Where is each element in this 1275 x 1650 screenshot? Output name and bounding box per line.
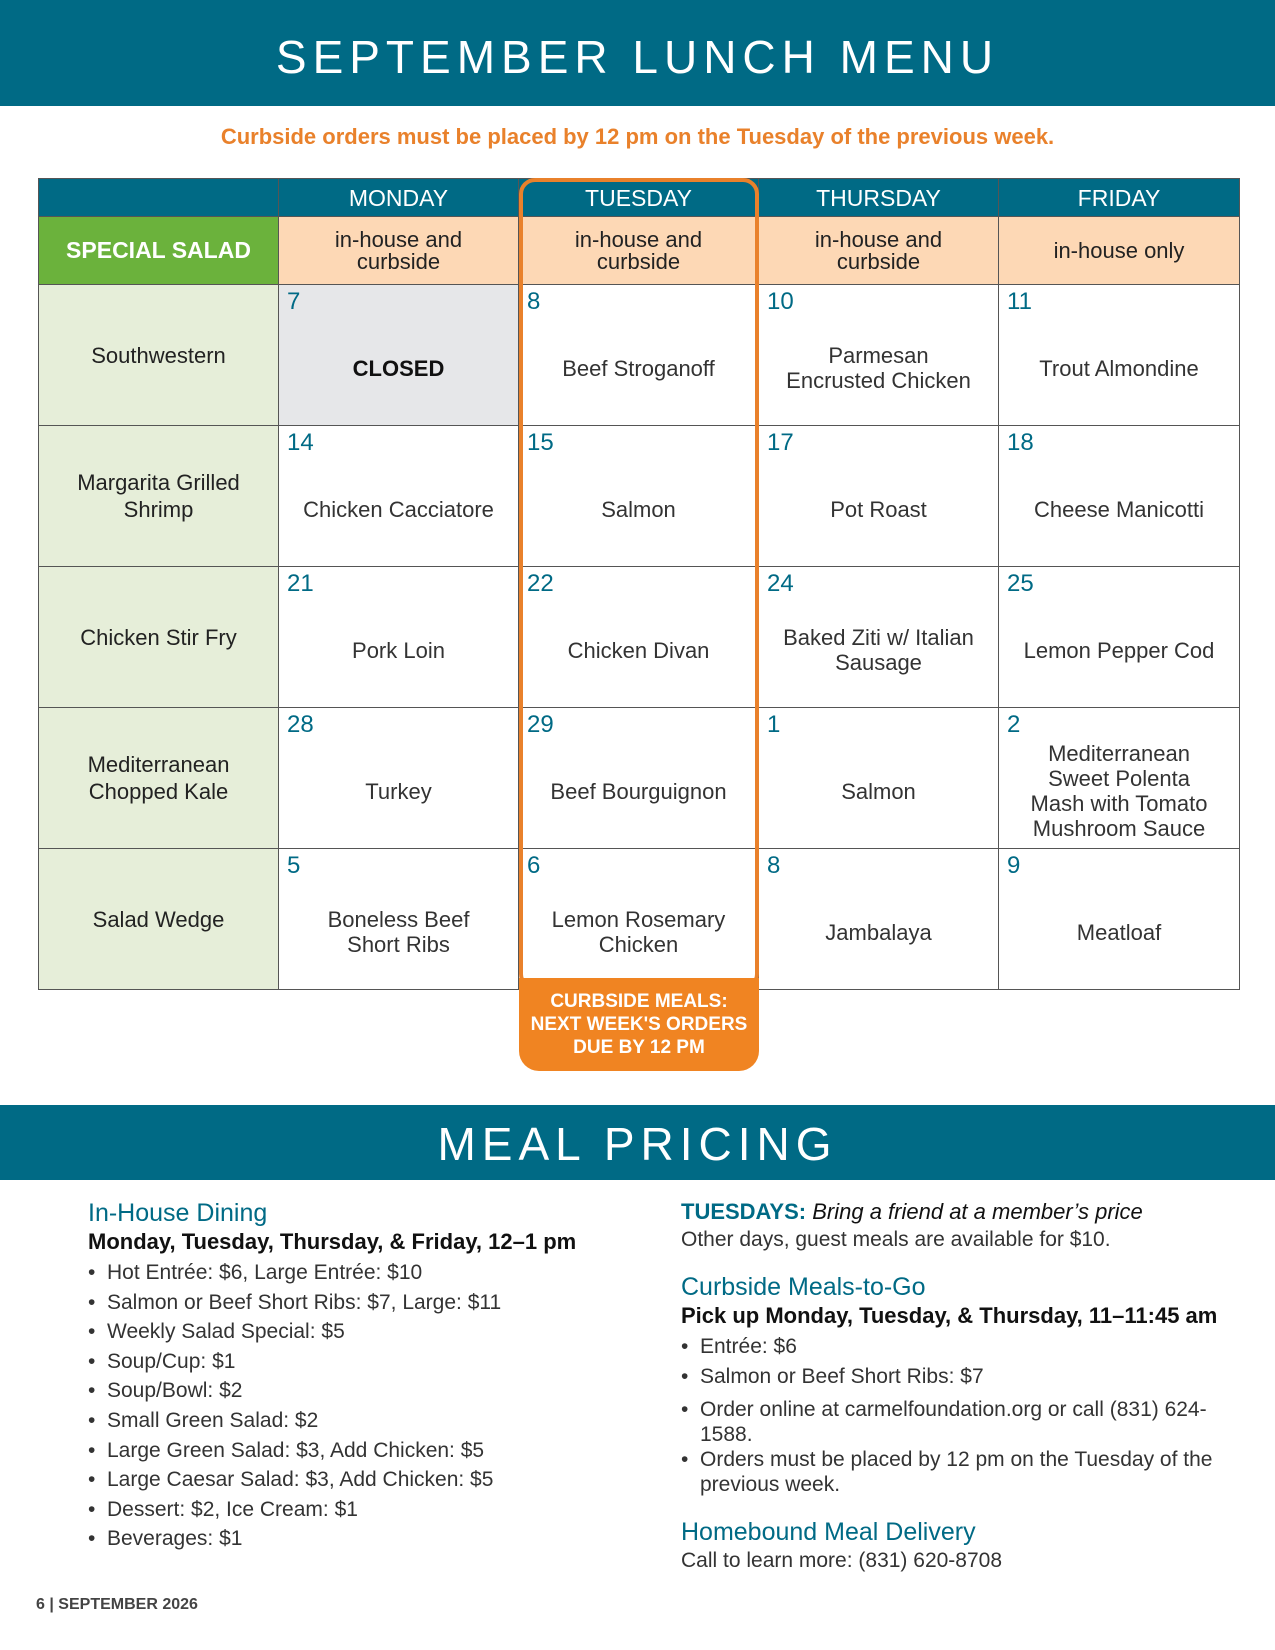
- list-item: • Salmon or Beef Short Ribs: $7, Large: $11: [88, 1288, 648, 1318]
- day-header-thursday: [758, 178, 999, 217]
- weekly-salad-name: Salad Wedge: [92, 906, 225, 932]
- day-header-label: MONDAY: [348, 185, 449, 211]
- meal-name: Parmesan Encrusted Chicken: [786, 343, 971, 393]
- meal-name: Lemon Pepper Cod: [1023, 637, 1215, 663]
- menu-day-cell: [758, 848, 999, 990]
- weekly-salad-cell: [38, 425, 279, 567]
- list-item: • Order online at carmelfoundation.org or call (831) 624-1588.: [681, 1397, 1241, 1447]
- curbside-notes-list: [681, 1397, 1241, 1497]
- meal-name: Salmon: [601, 496, 676, 522]
- in-house-title: In-House Dining: [88, 1199, 268, 1227]
- date-number: 15: [527, 429, 554, 456]
- tuesdays-label: TUESDAYS:: [681, 1199, 807, 1224]
- lunch-calendar: [38, 178, 1239, 988]
- list-item: • Large Caesar Salad: $3, Add Chicken: $5: [88, 1465, 648, 1495]
- meal-name: Chicken Cacciatore: [303, 496, 494, 522]
- curbside-tab-line-3: DUE BY 12 PM: [573, 1037, 705, 1058]
- menu-day-cell: [758, 566, 999, 708]
- closed-label: CLOSED: [352, 355, 445, 381]
- curbside-title: Curbside Meals-to-Go: [681, 1273, 926, 1301]
- menu-title-banner: [0, 0, 1275, 106]
- special-salad-header: [38, 216, 279, 285]
- page-footer: [36, 1596, 198, 1614]
- service-type-label: in-house and curbside: [574, 226, 703, 274]
- date-number: 8: [767, 852, 781, 879]
- meal-name: Chicken Divan: [567, 637, 710, 663]
- service-type-cell: [278, 216, 519, 285]
- list-item: • Dessert: $2, Ice Cream: $1: [88, 1495, 648, 1525]
- date-number: 6: [527, 852, 541, 879]
- closed-day-cell: [278, 284, 519, 426]
- day-header-monday: [278, 178, 519, 217]
- guest-meal-note: Other days, guest meals are available for $10.: [681, 1228, 1111, 1251]
- service-type-label: in-house and curbside: [334, 226, 463, 274]
- homebound-title: Homebound Meal Delivery: [681, 1518, 976, 1547]
- meal-name: Beef Bourguignon: [550, 778, 727, 804]
- footer-separator: |: [49, 1596, 54, 1613]
- special-salad-label: SPECIAL SALAD: [66, 237, 251, 263]
- list-item: • Salmon or Beef Short Ribs: $7: [681, 1362, 1241, 1392]
- menu-day-cell: [518, 707, 759, 849]
- menu-day-cell: [278, 425, 519, 567]
- date-number: 10: [767, 288, 794, 315]
- menu-day-cell: [998, 566, 1240, 708]
- in-house-hours: Monday, Tuesday, Thursday, & Friday, 12–1 pm: [88, 1229, 577, 1254]
- date-number: 11: [1007, 288, 1032, 315]
- menu-day-cell: [998, 848, 1240, 990]
- tuesdays-offer: [681, 1198, 1241, 1226]
- weekly-salad-cell: [38, 707, 279, 849]
- meal-name: Trout Almondine: [1039, 355, 1199, 381]
- date-number: 14: [287, 429, 314, 456]
- service-type-label: in-house and curbside: [814, 226, 943, 274]
- pricing-title-banner: [0, 1105, 1275, 1180]
- meal-name: Baked Ziti w/ Italian Sausage: [783, 625, 974, 675]
- issue-date: SEPTEMBER 2026: [58, 1596, 198, 1613]
- service-type-cell: [758, 216, 999, 285]
- date-number: 5: [287, 852, 301, 879]
- weekly-salad-name: Mediterranean Chopped Kale: [87, 752, 230, 804]
- menu-day-cell: [518, 425, 759, 567]
- weekly-salad-name: Margarita Grilled Shrimp: [77, 470, 240, 522]
- menu-day-cell: [758, 284, 999, 426]
- list-item: • Hot Entrée: $6, Large Entrée: $10: [88, 1258, 648, 1288]
- day-header-label: TUESDAY: [585, 185, 692, 211]
- service-type-label: in-house only: [1053, 237, 1185, 263]
- weekly-salad-cell: [38, 848, 279, 990]
- date-number: 18: [1007, 429, 1034, 456]
- weekly-salad-cell: [38, 284, 279, 426]
- date-number: 22: [527, 570, 554, 597]
- weekly-salad-name: Chicken Stir Fry: [80, 624, 237, 650]
- day-header-label: THURSDAY: [816, 185, 941, 211]
- date-number: 8: [527, 288, 541, 315]
- date-number: 1: [767, 711, 781, 738]
- list-item: • Weekly Salad Special: $5: [88, 1317, 648, 1347]
- date-number: 2: [1007, 711, 1021, 738]
- homebound-phone: Call to learn more: (831) 620-8708: [681, 1549, 1003, 1573]
- menu-day-cell: [518, 566, 759, 708]
- meal-name: Jambalaya: [825, 919, 932, 945]
- date-number: 7: [287, 288, 301, 315]
- meal-name: Mediterranean Sweet Polenta Mash with Tomato Mushroom Sauce: [1030, 741, 1208, 841]
- menu-day-cell: [998, 707, 1240, 849]
- date-number: 25: [1007, 570, 1034, 597]
- in-house-dining-section: [88, 1198, 648, 1554]
- menu-day-cell: [518, 848, 759, 990]
- meal-name: Cheese Manicotti: [1034, 496, 1204, 522]
- weekly-salad-cell: [38, 566, 279, 708]
- list-item: • Entrée: $6: [681, 1332, 1241, 1362]
- curbside-hours: Pick up Monday, Tuesday, & Thursday, 11–11:45 am: [681, 1303, 1218, 1328]
- curbside-deadline-tab: [519, 978, 759, 1071]
- meal-name: Turkey: [365, 778, 432, 804]
- service-type-cell: [518, 216, 759, 285]
- curbside-tab-line-2: NEXT WEEK'S ORDERS: [530, 1014, 748, 1035]
- meal-name: Pork Loin: [352, 637, 445, 663]
- date-number: 9: [1007, 852, 1021, 879]
- menu-day-cell: [278, 848, 519, 990]
- service-type-cell: [998, 216, 1240, 285]
- curbside-order-note: Curbside orders must be placed by 12 pm on the Tuesday of the previous week.: [220, 124, 1055, 149]
- curbside-price-list: [681, 1332, 1241, 1391]
- menu-day-cell: [278, 707, 519, 849]
- list-item: • Large Green Salad: $3, Add Chicken: $5: [88, 1436, 648, 1466]
- list-item: • Small Green Salad: $2: [88, 1406, 648, 1436]
- curbside-tab-line-1: CURBSIDE MEALS:: [550, 991, 728, 1012]
- date-number: 17: [767, 429, 794, 456]
- meal-name: Lemon Rosemary Chicken: [551, 907, 726, 957]
- meal-name: Meatloaf: [1076, 919, 1162, 945]
- menu-day-cell: [278, 566, 519, 708]
- menu-day-cell: [518, 284, 759, 426]
- menu-day-cell: [758, 425, 999, 567]
- meal-name: Pot Roast: [830, 496, 927, 522]
- meal-name: Salmon: [841, 778, 916, 804]
- list-item: • Beverages: $1: [88, 1524, 648, 1554]
- meal-name: Boneless Beef Short Ribs: [327, 907, 470, 957]
- weekly-salad-name: Southwestern: [91, 342, 226, 368]
- tuesdays-offer-text: Bring a friend at a member’s price: [812, 1199, 1143, 1224]
- list-item: • Soup/Bowl: $2: [88, 1376, 648, 1406]
- menu-title: SEPTEMBER LUNCH MENU: [275, 31, 1000, 83]
- header-corner: [38, 178, 279, 217]
- date-number: 24: [767, 570, 794, 597]
- menu-day-cell: [998, 425, 1240, 567]
- meal-name: Beef Stroganoff: [562, 355, 715, 381]
- date-number: 21: [287, 570, 314, 597]
- menu-day-cell: [998, 284, 1240, 426]
- in-house-price-list: [88, 1258, 648, 1554]
- day-header-label: FRIDAY: [1077, 185, 1161, 211]
- pricing-title: MEAL PRICING: [437, 1118, 838, 1170]
- day-header-friday: [998, 178, 1240, 217]
- date-number: 28: [287, 711, 314, 738]
- day-header-tuesday: [518, 178, 759, 217]
- page-number: 6: [36, 1596, 45, 1613]
- list-item: • Soup/Cup: $1: [88, 1347, 648, 1377]
- menu-day-cell: [758, 707, 999, 849]
- list-item: • Orders must be placed by 12 pm on the Tuesday of the previous week.: [681, 1447, 1241, 1497]
- date-number: 29: [527, 711, 554, 738]
- pricing-right-column: [681, 1198, 1241, 1575]
